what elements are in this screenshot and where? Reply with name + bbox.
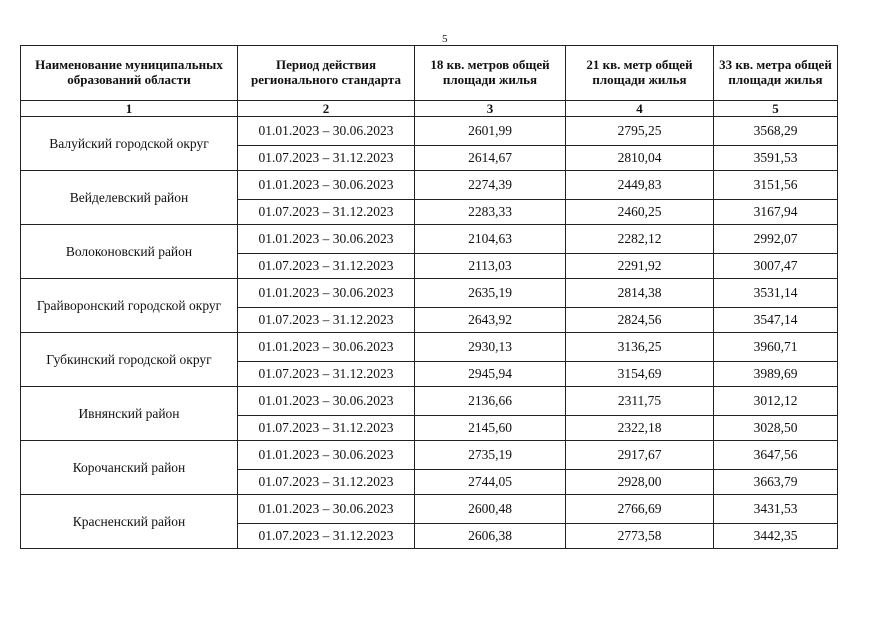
period-cell: 01.01.2023 – 30.06.2023 — [238, 171, 415, 200]
table-row — [21, 333, 838, 362]
value-21-sqm: 2311,75 — [566, 387, 714, 416]
municipality-name: Валуйский городской округ — [21, 117, 238, 171]
value-18-sqm: 2643,92 — [415, 308, 566, 333]
value-33-sqm: 3591,53 — [714, 146, 838, 171]
column-number: 5 — [714, 101, 838, 117]
value-21-sqm: 2322,18 — [566, 416, 714, 441]
municipality-name: Корочанский район — [21, 441, 238, 495]
header-municipality: Наименование муниципальных образований области — [21, 46, 238, 101]
value-18-sqm: 2930,13 — [415, 333, 566, 362]
value-33-sqm: 3028,50 — [714, 416, 838, 441]
municipality-name: Ивнянский район — [21, 387, 238, 441]
value-21-sqm: 2291,92 — [566, 254, 714, 279]
table-header-row — [21, 46, 838, 101]
period-cell: 01.01.2023 – 30.06.2023 — [238, 333, 415, 362]
value-18-sqm: 2136,66 — [415, 387, 566, 416]
value-18-sqm: 2145,60 — [415, 416, 566, 441]
municipality-name: Волоконовский район — [21, 225, 238, 279]
value-21-sqm: 2773,58 — [566, 524, 714, 549]
period-cell: 01.07.2023 – 31.12.2023 — [238, 146, 415, 171]
period-cell: 01.01.2023 – 30.06.2023 — [238, 441, 415, 470]
value-21-sqm: 2282,12 — [566, 225, 714, 254]
period-cell: 01.07.2023 – 31.12.2023 — [238, 254, 415, 279]
period-cell: 01.01.2023 – 30.06.2023 — [238, 225, 415, 254]
value-33-sqm: 3012,12 — [714, 387, 838, 416]
table-row — [21, 279, 838, 308]
value-18-sqm: 2945,94 — [415, 362, 566, 387]
column-number: 4 — [566, 101, 714, 117]
value-21-sqm: 2917,67 — [566, 441, 714, 470]
period-cell: 01.01.2023 – 30.06.2023 — [238, 117, 415, 146]
value-21-sqm: 2795,25 — [566, 117, 714, 146]
value-18-sqm: 2113,03 — [415, 254, 566, 279]
header-period: Период действия регионального стандарта — [238, 46, 415, 101]
value-18-sqm: 2104,63 — [415, 225, 566, 254]
table-row — [21, 117, 838, 146]
column-number: 1 — [21, 101, 238, 117]
municipality-name: Вейделевский район — [21, 171, 238, 225]
column-number: 2 — [238, 101, 415, 117]
period-cell: 01.01.2023 – 30.06.2023 — [238, 279, 415, 308]
municipality-name: Губкинский городской округ — [21, 333, 238, 387]
value-33-sqm: 3568,29 — [714, 117, 838, 146]
period-cell: 01.07.2023 – 31.12.2023 — [238, 200, 415, 225]
value-33-sqm: 3531,14 — [714, 279, 838, 308]
municipality-name: Грайворонский городской округ — [21, 279, 238, 333]
value-33-sqm: 3007,47 — [714, 254, 838, 279]
header-33-sqm: 33 кв. метра общей площади жилья — [714, 46, 838, 101]
table-row — [21, 441, 838, 470]
value-21-sqm: 3136,25 — [566, 333, 714, 362]
value-21-sqm: 3154,69 — [566, 362, 714, 387]
value-33-sqm: 3960,71 — [714, 333, 838, 362]
table-row — [21, 387, 838, 416]
value-33-sqm: 3647,56 — [714, 441, 838, 470]
value-33-sqm: 3167,94 — [714, 200, 838, 225]
value-18-sqm: 2606,38 — [415, 524, 566, 549]
header-21-sqm: 21 кв. метр общей площади жилья — [566, 46, 714, 101]
value-18-sqm: 2744,05 — [415, 470, 566, 495]
value-18-sqm: 2601,99 — [415, 117, 566, 146]
page-number: 5 — [442, 33, 448, 45]
housing-standard-table — [20, 45, 838, 549]
period-cell: 01.07.2023 – 31.12.2023 — [238, 362, 415, 387]
value-21-sqm: 2814,38 — [566, 279, 714, 308]
table-row — [21, 495, 838, 524]
value-33-sqm: 3431,53 — [714, 495, 838, 524]
table-row — [21, 225, 838, 254]
period-cell: 01.07.2023 – 31.12.2023 — [238, 524, 415, 549]
period-cell: 01.07.2023 – 31.12.2023 — [238, 308, 415, 333]
value-33-sqm: 3442,35 — [714, 524, 838, 549]
value-18-sqm: 2274,39 — [415, 171, 566, 200]
value-33-sqm: 2992,07 — [714, 225, 838, 254]
value-33-sqm: 3989,69 — [714, 362, 838, 387]
table-body — [21, 117, 838, 549]
value-18-sqm: 2600,48 — [415, 495, 566, 524]
value-18-sqm: 2635,19 — [415, 279, 566, 308]
column-number: 3 — [415, 101, 566, 117]
value-33-sqm: 3547,14 — [714, 308, 838, 333]
value-18-sqm: 2614,67 — [415, 146, 566, 171]
period-cell: 01.07.2023 – 31.12.2023 — [238, 470, 415, 495]
municipality-name: Красненский район — [21, 495, 238, 549]
column-number-row — [21, 101, 838, 117]
value-18-sqm: 2283,33 — [415, 200, 566, 225]
period-cell: 01.07.2023 – 31.12.2023 — [238, 416, 415, 441]
value-21-sqm: 2928,00 — [566, 470, 714, 495]
value-21-sqm: 2766,69 — [566, 495, 714, 524]
value-18-sqm: 2735,19 — [415, 441, 566, 470]
period-cell: 01.01.2023 – 30.06.2023 — [238, 387, 415, 416]
value-21-sqm: 2460,25 — [566, 200, 714, 225]
value-21-sqm: 2824,56 — [566, 308, 714, 333]
value-21-sqm: 2449,83 — [566, 171, 714, 200]
value-33-sqm: 3663,79 — [714, 470, 838, 495]
header-18-sqm: 18 кв. метров общей площади жилья — [415, 46, 566, 101]
value-21-sqm: 2810,04 — [566, 146, 714, 171]
table-row — [21, 171, 838, 200]
value-33-sqm: 3151,56 — [714, 171, 838, 200]
period-cell: 01.01.2023 – 30.06.2023 — [238, 495, 415, 524]
